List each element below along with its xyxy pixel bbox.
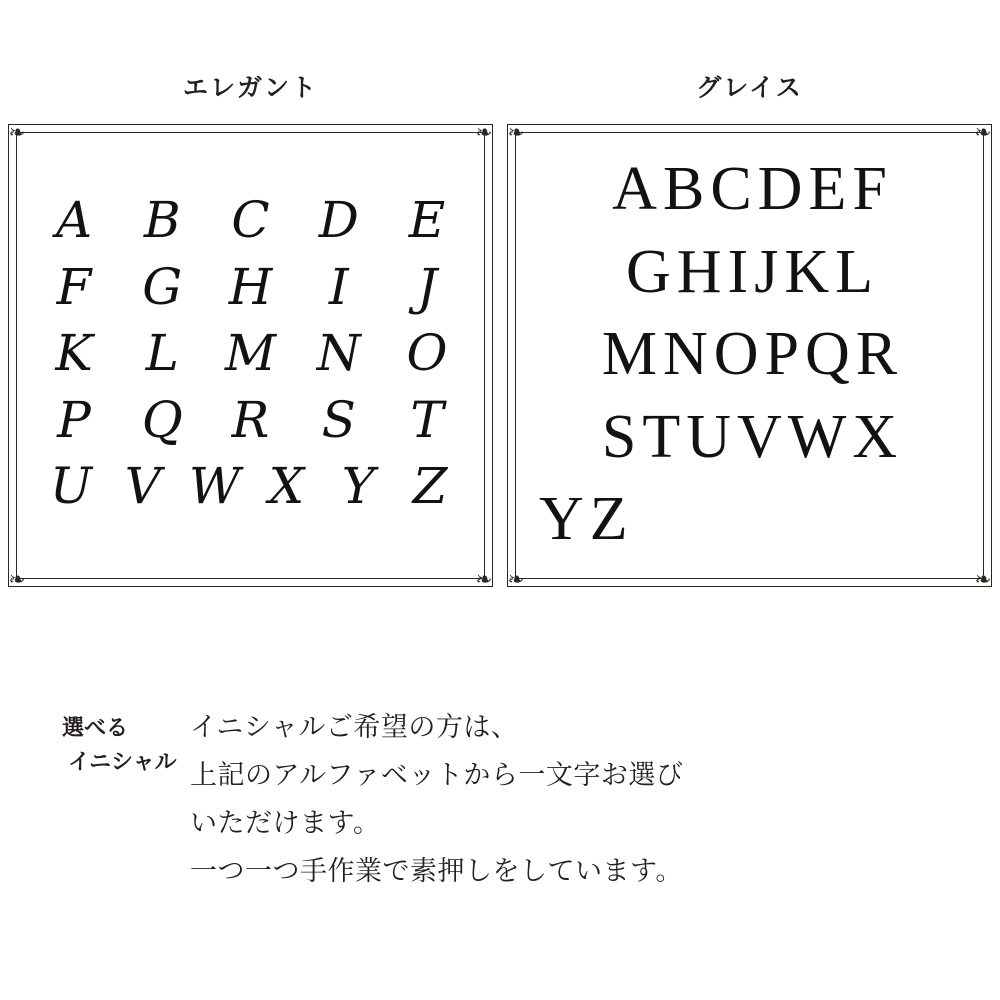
letter-glyph[interactable]: S [321,390,356,449]
letter-glyph[interactable]: U [686,402,732,471]
letter-glyph[interactable]: M [601,320,657,389]
alphabet-row [35,322,466,385]
letter-glyph[interactable]: S [601,402,637,471]
letter-glyph[interactable]: E [808,155,847,224]
letter-glyph[interactable]: X [852,402,898,471]
initial-description-section [0,690,1000,896]
letter-glyph[interactable]: L [835,237,873,306]
corner-ornament-icon: ❧ [8,567,26,591]
letter-glyph[interactable]: Q [141,390,183,449]
alphabet-row [35,189,466,252]
letter-glyph[interactable]: H [676,237,722,306]
letter-glyph[interactable]: R [231,390,270,449]
letter-glyph[interactable]: G [142,257,183,316]
alphabet-row [530,479,969,560]
corner-ornament-icon: ❧ [475,567,493,591]
letter-glyph[interactable]: K [55,324,93,383]
letter-glyph[interactable]: D [318,191,359,250]
description-line: いただけます。 [190,808,381,840]
alphabet-row [530,232,969,313]
letter-glyph[interactable]: P [57,390,91,449]
description-line: イニシャルご希望の方は、 [190,712,519,743]
letter-glyph[interactable]: P [764,320,800,389]
letter-glyph[interactable]: W [188,457,241,516]
letter-glyph[interactable]: K [784,237,830,306]
letter-glyph[interactable]: W [787,402,847,471]
font-panel-grace [507,0,992,591]
initial-description-text [190,690,683,896]
letter-glyph[interactable]: X [268,457,305,516]
corner-ornament-icon: ❧ [507,567,525,591]
letter-glyph[interactable]: A [55,191,93,250]
alphabet-row [35,389,466,452]
letter-glyph[interactable]: H [228,257,273,316]
letter-glyph[interactable]: Q [805,320,850,389]
initial-description-label [0,690,190,780]
letter-glyph[interactable]: B [143,191,181,250]
letter-glyph[interactable]: U [49,457,92,516]
letter-glyph[interactable]: D [757,155,803,224]
letter-glyph[interactable]: O [406,324,448,383]
letter-glyph[interactable]: J [754,237,779,306]
corner-ornament-icon: ❧ [974,120,992,144]
initial-description-label-line1: 選べる [62,716,129,741]
letter-glyph[interactable]: L [145,324,179,383]
letter-glyph[interactable]: F [852,155,887,224]
letter-glyph[interactable]: Y [341,457,375,516]
letter-glyph[interactable]: J [416,257,438,316]
alphabet-frame-elegant [8,120,493,591]
letter-glyph[interactable]: A [612,155,657,224]
alphabet-row [530,149,969,230]
letter-glyph[interactable]: T [642,402,681,471]
letter-glyph[interactable]: B [662,155,705,224]
letter-glyph[interactable]: I [328,257,349,316]
letter-glyph[interactable]: R [855,320,898,389]
letter-glyph[interactable]: V [124,457,161,516]
description-line: 一つ一つ手作業で素押しをしています。 [190,856,683,888]
alphabet-frame-grace [507,120,992,591]
letter-glyph[interactable]: C [710,155,752,224]
font-panel-title-grace: グレイス [696,73,803,102]
alphabet-row [530,397,969,478]
letter-glyph[interactable]: N [662,320,708,389]
corner-ornament-icon: ❧ [974,567,992,591]
description-line: 上記のアルファベットから一文字お選び [190,760,684,792]
letter-glyph[interactable]: Z [589,485,628,554]
letter-glyph[interactable]: Y [539,485,584,554]
letter-glyph[interactable]: O [713,320,759,389]
alphabet-grid-elegant [31,151,470,560]
letter-glyph[interactable]: E [408,191,446,250]
letter-glyph[interactable]: M [224,324,277,383]
alphabet-row [35,256,466,319]
alphabet-grid-grace [530,151,969,560]
corner-ornament-icon: ❧ [8,120,26,144]
letter-glyph[interactable]: V [737,402,782,471]
letter-glyph[interactable]: T [410,390,444,449]
letter-glyph[interactable]: F [56,257,92,316]
alphabet-row [35,455,466,518]
letter-glyph[interactable]: I [727,237,749,306]
letter-glyph[interactable]: Z [412,457,448,516]
corner-ornament-icon: ❧ [475,120,493,144]
letter-glyph[interactable]: G [625,237,671,306]
initial-description-label-line2: イニシャル [68,750,177,776]
letter-glyph[interactable]: C [231,191,270,250]
font-panel-elegant [8,0,493,591]
font-panel-title-elegant: エレガント [182,73,318,102]
alphabet-row [530,314,969,395]
letter-glyph[interactable]: N [316,324,361,383]
corner-ornament-icon: ❧ [507,120,525,144]
